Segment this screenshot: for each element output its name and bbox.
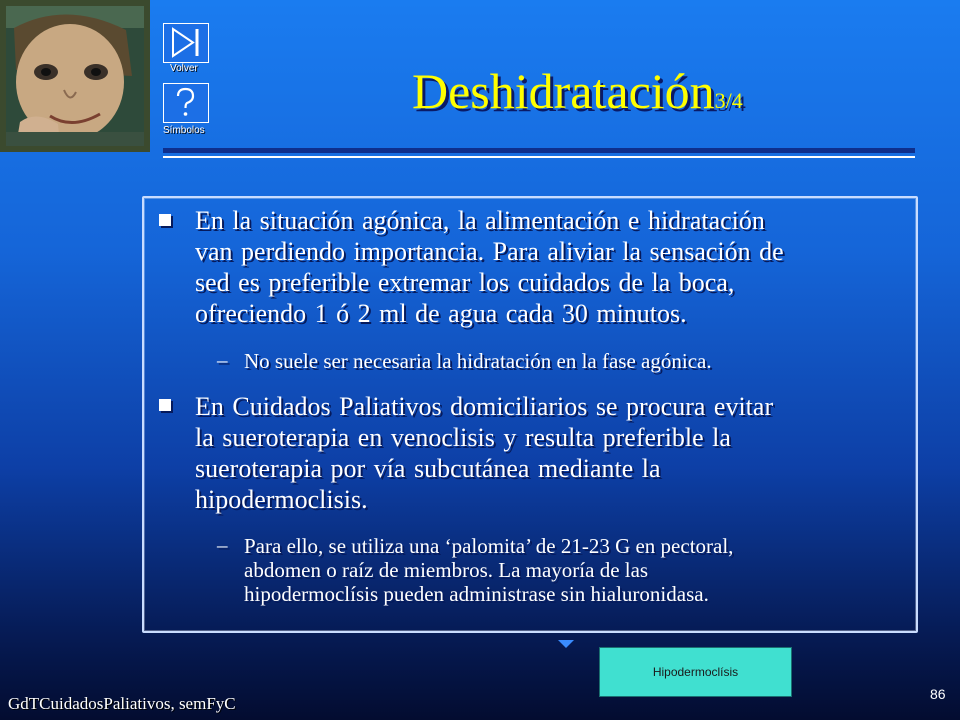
sub-bullet-2-text <box>244 534 733 606</box>
bullet-1-line: En la situación agónica, la alimentación e hidratación <box>195 206 765 235</box>
sub-bullet-line: Para ello, se utiliza una ‘palomita’ de 21-23 G en pectoral, <box>244 534 734 558</box>
portrait-painting <box>0 0 150 152</box>
bullet-square-icon <box>159 214 171 226</box>
bullet-1-line: van perdiendo importancia. Para aliviar la sensación de <box>195 237 784 266</box>
bullet-1-line: ofreciendo 1 ó 2 ml de agua cada 30 minutos. <box>195 299 687 328</box>
symbols-label: Símbolos <box>163 125 205 136</box>
page-title <box>412 62 743 120</box>
bullet-2-line: En Cuidados Paliativos domiciliarios se procura evitar <box>195 392 774 421</box>
back-button[interactable] <box>163 23 209 63</box>
title-rule-thick <box>163 148 915 153</box>
page-number: 86 <box>930 686 946 702</box>
bullet-2-line: la sueroterapia en venoclisis y resulta preferible la <box>195 423 731 452</box>
sub-bullet-line: hipodermoclísis pueden administrase sin hialuronidasa. <box>244 582 709 606</box>
bullet-2-line: hipodermoclisis. <box>195 485 368 514</box>
play-end-icon <box>164 24 207 61</box>
title-subscript: 3/4 <box>714 88 743 113</box>
sub-bullet-1-text <box>244 349 712 373</box>
question-mark-icon <box>164 84 207 121</box>
hipodermoclisis-link-button[interactable] <box>599 647 792 697</box>
symbols-button[interactable] <box>163 83 209 123</box>
bullet-1-line: sed es preferible extremar los cuidados de la boca, <box>195 268 735 297</box>
bullet-1-text <box>195 205 784 329</box>
sub-bullet-dash: – <box>217 533 228 557</box>
link-button-label: Hipodermoclísis <box>652 665 739 679</box>
sub-bullet-line: abdomen o raíz de miembros. La mayoría de las <box>244 558 649 582</box>
bullet-2-line: sueroterapia por vía subcutánea mediante la <box>195 454 661 483</box>
bullet-2-text <box>195 391 773 515</box>
sub-bullet-dash: – <box>217 348 228 372</box>
scroll-down-indicator-icon[interactable] <box>558 640 574 650</box>
bullet-square-icon <box>159 399 171 411</box>
sub-bullet-line: No suele ser necesaria la hidratación en la fase agónica. <box>244 349 712 373</box>
title-rule-thin <box>163 156 915 158</box>
back-label: Volver <box>170 63 198 74</box>
footer-credit: GdTCuidadosPaliativos, semFyC <box>8 694 236 713</box>
title-text: Deshidratación <box>412 63 715 119</box>
